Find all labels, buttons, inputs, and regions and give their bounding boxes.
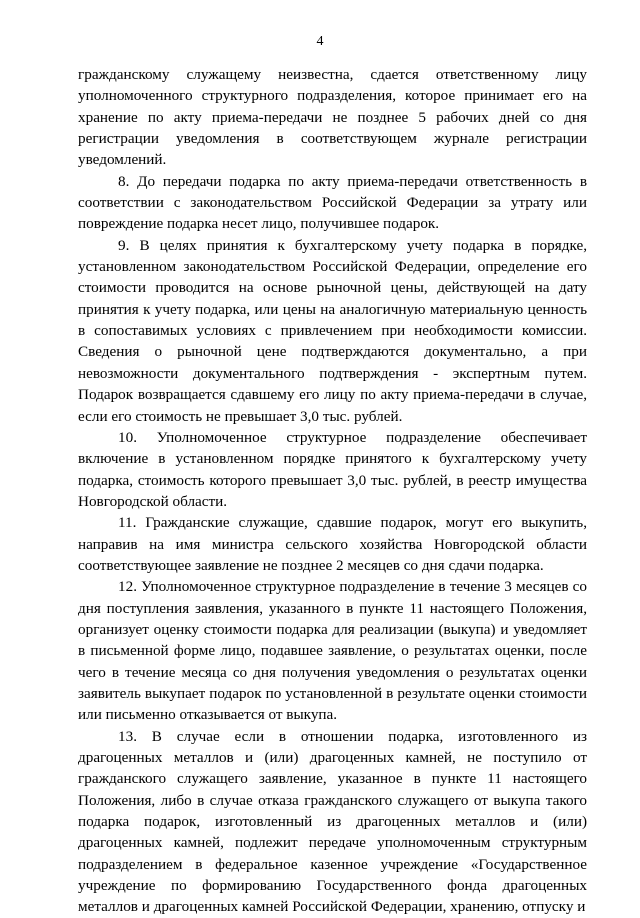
document-body <box>78 64 587 918</box>
page-number: 4 <box>316 34 324 49</box>
paragraph-item-10: 10. Уполномоченное структурное подразделение обеспечивает включение в установленном порядке принятого к бухгалтерскому учету подарка, стоимость которого превышает 3,0 тыс. рублей, в реестр имущества Новгородской области. <box>78 428 587 510</box>
paragraph-item-9: 9. В целях принятия к бухгалтерскому учету подарка в порядке, установленном законодательством Российской Федерации, определение его стоимости проводится на основе рыночной цены, действующей на дату принятия к учету подарка, или цены на аналогичную материальную ценность в сопоставимых условиях с привлечением при необходимости комиссии. Сведения о рыночной цене подтверждаются документально, а при невозможности документального подтверждения - экспертным путем. Подарок возвращается сдавшему его лицу по акту приема-передачи в случае, если его стоимость не превышает 3,0 тыс. рублей. <box>78 236 587 425</box>
paragraph-item-8: 8. До передачи подарка по акту приема-передачи ответственность в соответствии с законодательством Российской Федерации за утрату или повреждение подарка несет лицо, получившее подарок. <box>78 172 587 233</box>
paragraph-continuation: гражданскому служащему неизвестна, сдается ответственному лицу уполномоченного структурного подразделения, которое принимает его на хранение по акту приема-передачи не позднее 5 рабочих дней со дня регистрации уведомления в соответствующем журнале регистрации уведомлений. <box>78 66 587 169</box>
paragraph-item-11: 11. Гражданские служащие, сдавшие подарок, могут его выкупить, направив на имя министра сельского хозяйства Новгородской области соответствующее заявление не позднее 2 месяцев со дня сдачи подарка. <box>78 514 587 574</box>
paragraph-item-13: 13. В случае если в отношении подарка, изготовленного из драгоценных металлов и (или) драгоценных камней, не поступило от гражданского служащего заявление, указанное в пункте 11 настоящего Положения, либо в случае отказа гражданского служащего от выкупа такого подарка подарок, изготовленный из драгоценных металлов и (или) драгоценных камней, подлежит передаче уполномоченным структурным подразделением в федеральное казенное учреждение «Государственное учреждение по формированию Государственного фонда драгоценных металлов и драгоценных камней Российской Федерации, хранению, отпуску и <box>78 727 587 916</box>
paragraph-item-12: 12. Уполномоченное структурное подразделение в течение 3 месяцев со дня поступления заявления, указанного в пункте 11 настоящего Положения, организует оценку стоимости подарка для реализации (выкупа) и уведомляет в письменной форме лицо, подавшее заявление, о результатах оценки, после чего в течение месяца со дня получения уведомления о результатах оценки заявитель выкупает подарок по установленной в результате оценки стоимости или письменно отказывается от выкупа. <box>78 578 587 724</box>
